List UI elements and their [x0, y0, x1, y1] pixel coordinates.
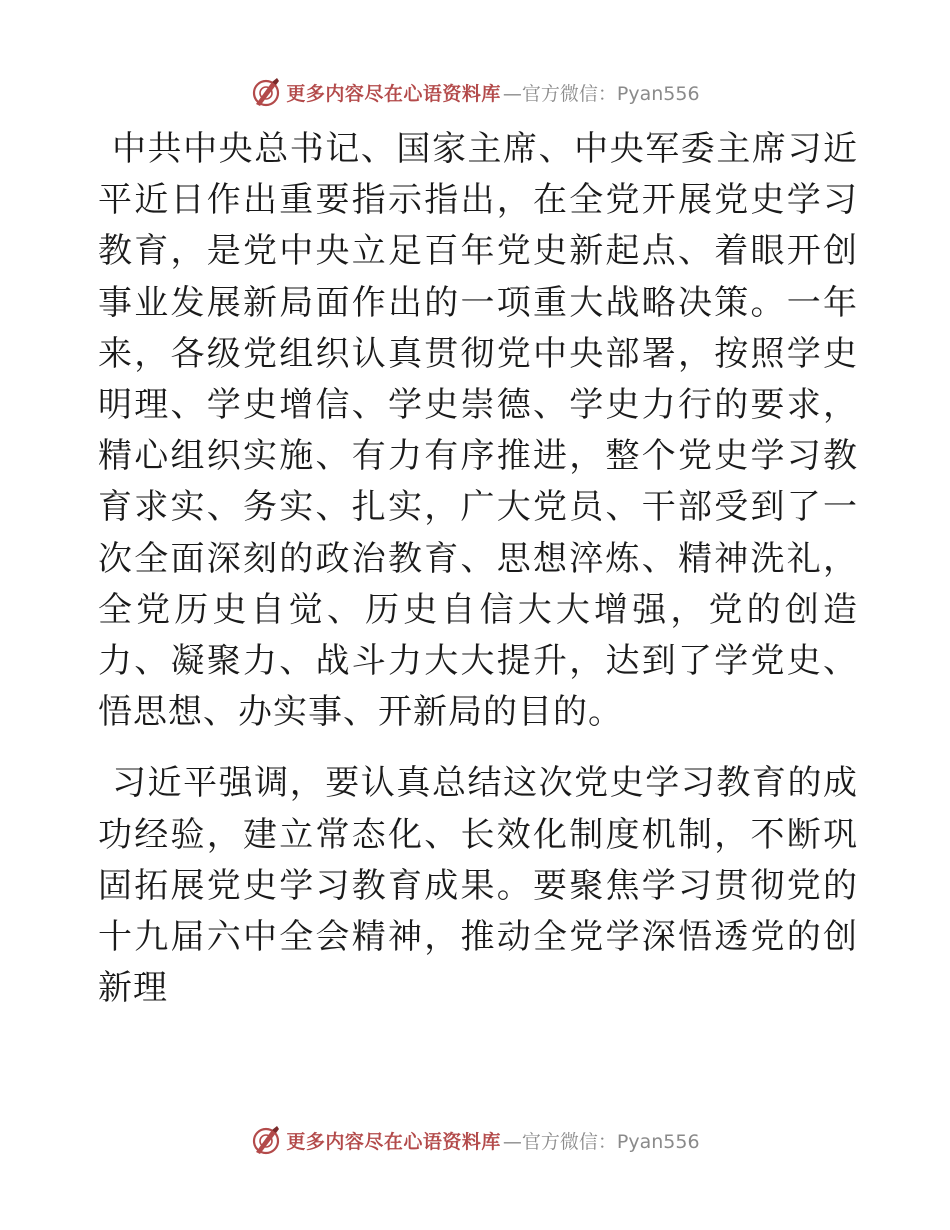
watermark-brand-text: 更多内容尽在心语资料库 — [286, 82, 501, 105]
paragraph-2: 习近平强调，要认真总结这次党史学习教育的成功经验，建立常态化、长效化制度机制，不断巩固拓展党史学习教育成果。要聚焦学习贯彻党的十九届六中全会精神，推动全党学深悟透党的创新理 — [98, 763, 858, 1009]
watermark-brand-text: 更多内容尽在心语资料库 — [286, 1130, 501, 1153]
watermark-contact-text: —官方微信：Pyan556 — [502, 1130, 700, 1153]
paragraph-1: 中共中央总书记、国家主席、中央军委主席习近平近日作出重要指示指出，在全党开展党史学习教育，是党中央立足百年党史新起点、着眼开创事业发展新局面作出的一项重大战略决策。一年来，各级党组织认真贯彻党中央部署，按照学史明理、学史增信、学史崇德、学史力行的要求，精心组织实施、有力有序推进，整个党史学习教育求实、务实、扎实，广大党员、干部受到了一次全面深刻的政治教育、思想淬炼、精神洗礼，全党历史自觉、历史自信大大增强，党的创造力、凝聚力、战斗力大大提升，达到了学党史、悟思想、办实事、开新局的目的。 — [98, 129, 858, 733]
document-body — [98, 124, 858, 1014]
pen-circle-logo-icon — [250, 1124, 282, 1156]
footer-watermark — [0, 1120, 950, 1160]
pen-circle-logo-icon — [250, 76, 282, 108]
header-watermark — [0, 72, 950, 112]
watermark-contact-text: —官方微信：Pyan556 — [502, 82, 700, 105]
